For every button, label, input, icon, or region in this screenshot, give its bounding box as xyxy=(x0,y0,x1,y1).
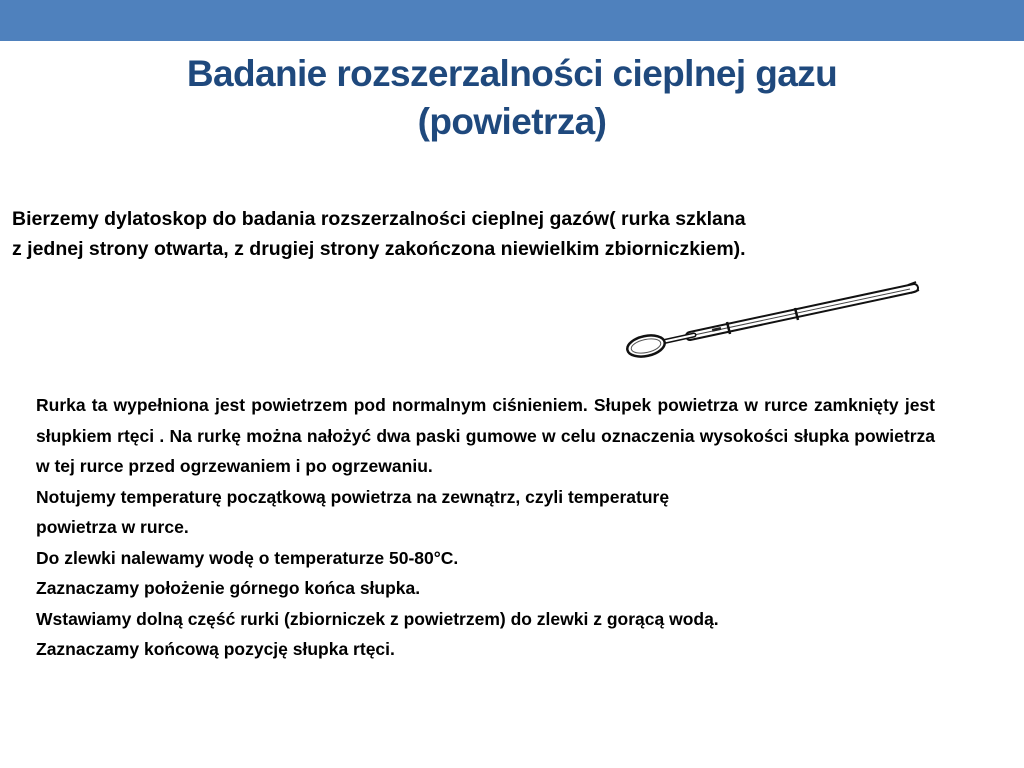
instructions-text xyxy=(36,390,935,665)
instruction-line-5: Wstawiamy dolną część rurki (zbiorniczek z powietrzem) do zlewki z gorącą wodą. xyxy=(36,608,719,629)
slide-title-line-2: (powietrza) xyxy=(417,101,607,142)
slide-title-line-1: Badanie rozszerzalności cieplnej gazu xyxy=(186,53,838,94)
intro-line-2: z jednej strony otwarta, z drugiej strony zakończona niewielkim zbiorniczkiem). xyxy=(12,238,746,260)
intro-line-1: Bierzemy dylatoskop do badania rozszerzalności cieplnej gazów( rurka szklana xyxy=(12,208,746,230)
top-accent-bar xyxy=(0,0,1024,41)
dilatoscope-glass-tube-icon xyxy=(622,276,930,368)
paragraph-1: Rurka ta wypełniona jest powietrzem pod normalnym ciśnieniem. Słupek powietrza w rurce zamknięty jest słupkiem rtęci . Na rurkę można nałożyć dwa paski gumowe w celu oznaczenia wysokości słupka powietrza w tej rurce przed ogrzewaniem i po ogrzewaniu. xyxy=(36,395,935,476)
intro-text xyxy=(12,204,1012,264)
paragraph-2 xyxy=(36,482,935,543)
paragraph-2-line-2: powietrza w rurce. xyxy=(36,517,189,537)
slide-title xyxy=(60,50,964,146)
instruction-line-6: Zaznaczamy końcową pozycję słupka rtęci. xyxy=(36,639,395,659)
instruction-line-4: Zaznaczamy położenie górnego końca słupka. xyxy=(36,578,421,598)
instruction-line-3: Do zlewki nalewamy wodę o temperaturze 50-80°C. xyxy=(36,547,459,568)
paragraph-2-line-1: Notujemy temperaturę początkową powietrza na zewnątrz, czyli temperaturę xyxy=(36,486,670,507)
